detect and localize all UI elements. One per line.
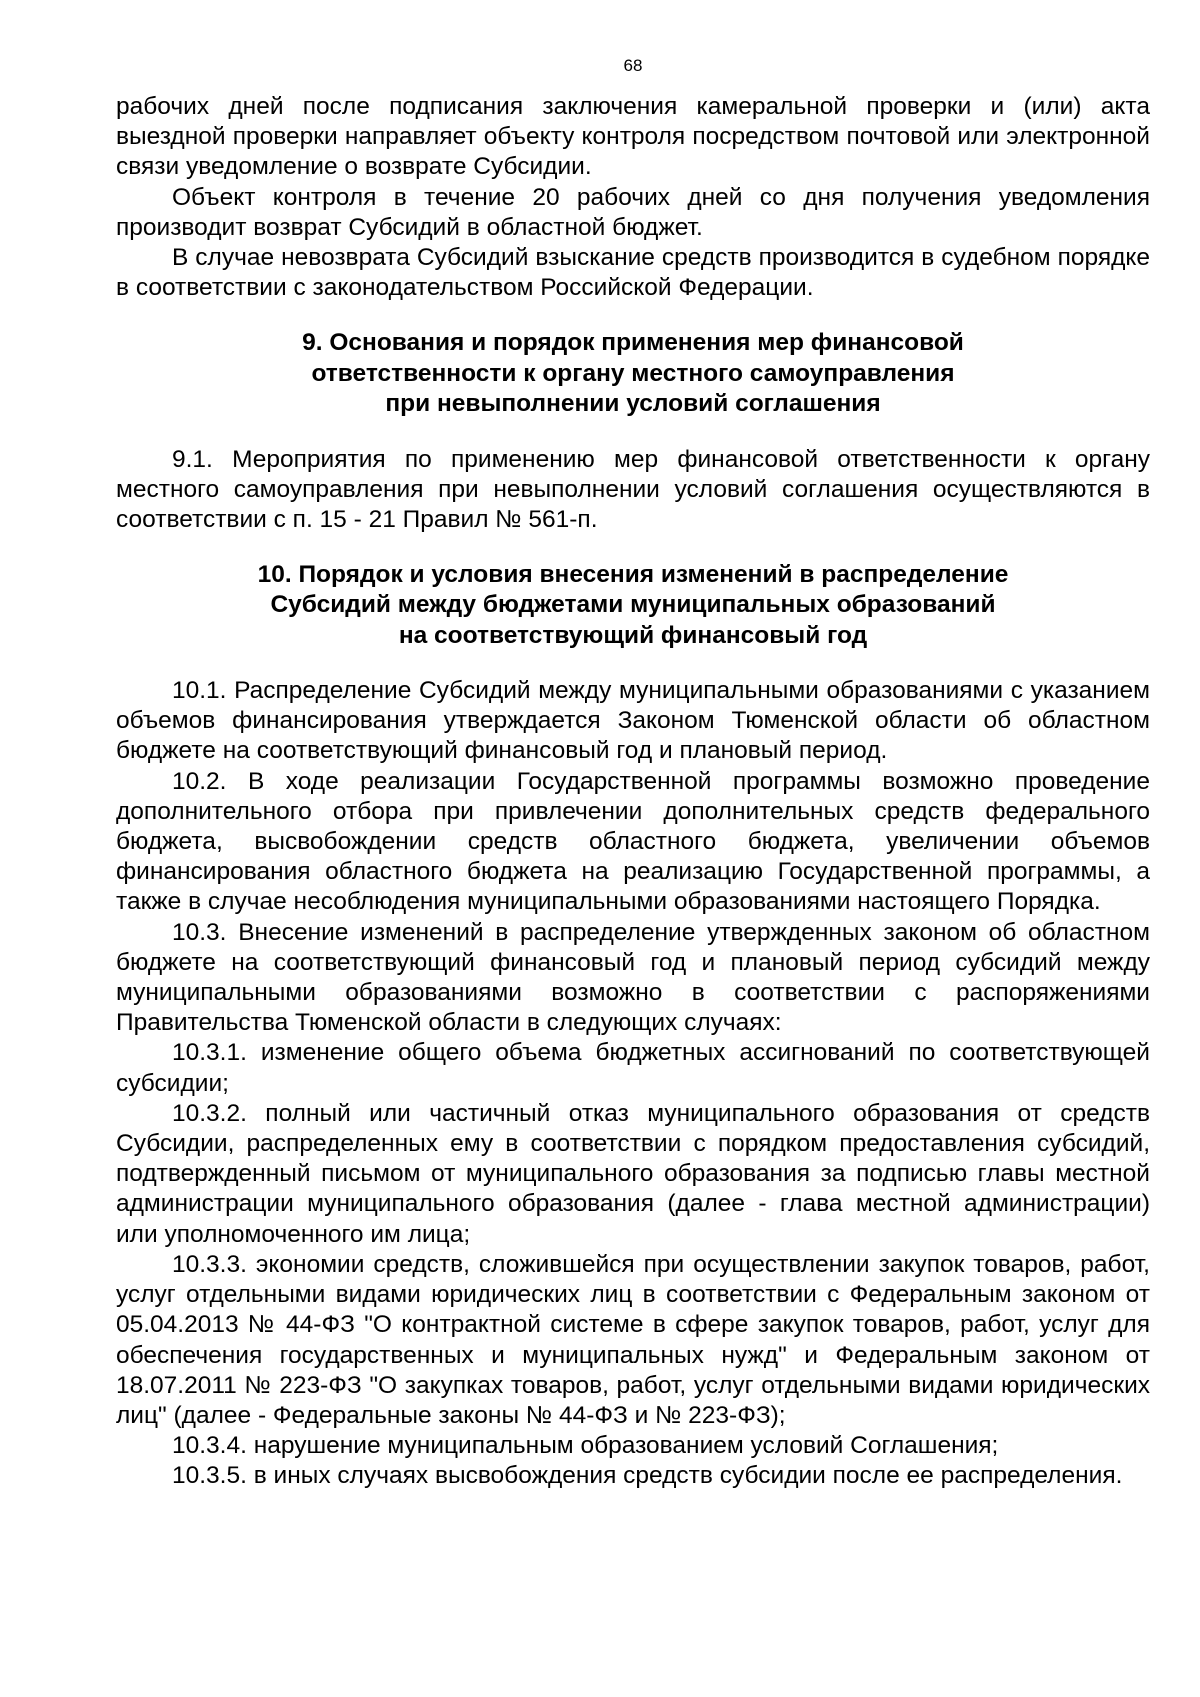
paragraph-court-recovery: В случае невозврата Субсидий взыскание средств производится в судебном порядке в соответствии с законодательством Российской Федерации. — [116, 244, 1150, 302]
paragraph-10-2: 10.2. В ходе реализации Государственной программы возможно проведение дополнительного отбора при привлечении дополнительных средств федерального бюджета, высвобождении средств областного бюджета, увеличении объемов финансирования областного бюджета на реализацию Государственной программы, а также в случае несоблюдения муниципальными образованиями настоящего Порядка. — [116, 767, 1150, 916]
document-page — [116, 52, 1150, 1492]
section-10-title-line: Субсидий между бюджетами муниципальных образований — [270, 591, 996, 619]
section-10-title-line: на соответствующий финансовый год — [398, 621, 868, 649]
paragraph-refund-deadline: Объект контроля в течение 20 рабочих дней со дня получения уведомления производит возврат Субсидий в областной бюджет. — [116, 183, 1150, 241]
section-10-title — [116, 560, 1150, 652]
section-9-title-line: 9. Основания и порядок применения мер финансовой — [302, 329, 964, 357]
paragraph-10-3-5: 10.3.5. в иных случаях высвобождения средств субсидии после ее распределения. — [172, 1462, 1123, 1490]
section-10-title-line: 10. Порядок и условия внесения изменений в распределение — [257, 560, 1009, 588]
paragraph-10-3-4: 10.3.4. нарушение муниципальным образованием условий Соглашения; — [172, 1432, 999, 1460]
section-9-title-line: при невыполнении условий соглашения — [385, 390, 881, 418]
paragraph-10-3-2: 10.3.2. полный или частичный отказ муниципального образования от средств Субсидии, распределенных ему в соответствии с порядком предоставления субсидий, подтвержденный письмом от муниципального образования за подписью главы местной администрации муниципального образования (далее - глава местной администрации) или уполномоченного им лица; — [116, 1099, 1150, 1248]
paragraph-10-1: 10.1. Распределение Субсидий между муниципальными образованиями с указанием объемов финансирования утверждается Законом Тюменской области об областном бюджете на соответствующий финансовый год и плановый период. — [116, 677, 1150, 765]
page-number: 68 — [623, 56, 643, 75]
paragraph-10-3: 10.3. Внесение изменений в распределение утвержденных законом об областном бюджете на соответствующий финансовый год и плановый период субсидий между муниципальными образованиями возможно в соответствии с распоряжениями Правительства Тюменской области в следующих случаях: — [116, 918, 1150, 1037]
paragraph-10-3-3: 10.3.3. экономии средств, сложившейся при осуществлении закупок товаров, работ, услуг отдельными видами юридических лиц в соответствии с Федеральным законом от 05.04.2013 № 44-ФЗ "О контрактной системе в сфере закупок товаров, работ, услуг для обеспечения государственных и муниципальных нужд" и Федеральным законом от 18.07.2011 № 223-ФЗ "О закупках товаров, работ, услуг отдельными видами юридических лиц" (далее - Федеральные законы № 44-ФЗ и № 223-ФЗ); — [116, 1250, 1150, 1429]
paragraph-9-1: 9.1. Мероприятия по применению мер финансовой ответственности к органу местного самоуправления при невыполнении условий соглашения осуществляются в соответствии с п. 15 - 21 Правил № 561-п. — [116, 445, 1150, 534]
section-9-title-line: ответственности к органу местного самоуправления — [311, 359, 955, 387]
paragraph-10-3-1: 10.3.1. изменение общего объема бюджетных ассигнований по соответствующей субсидии; — [116, 1039, 1150, 1097]
paragraph-continuation: рабочих дней после подписания заключения камеральной проверки и (или) акта выездной проверки направляет объекту контроля посредством почтовой или электронной связи уведомление о возврате Субсидии. — [116, 93, 1150, 181]
section-9-title — [116, 328, 1150, 420]
